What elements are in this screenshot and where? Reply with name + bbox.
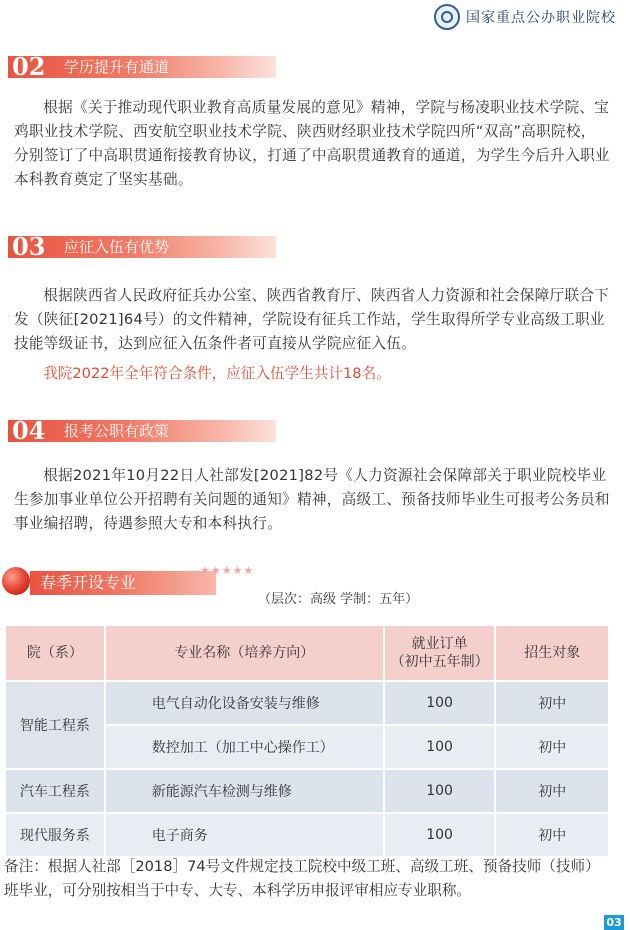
section-number: 03 xyxy=(12,232,46,261)
order-cell: 100 xyxy=(384,681,496,725)
target-cell: 初中 xyxy=(495,813,609,857)
section-04-body: 根据2021年10月22日人社部发[2021]82号《人力资源社会保障部关于职业院校毕业生参加事业单位公开招聘有关问题的通知》精神，高级工、预备技师毕业生可报考公务员和事业编招聘，待遇参照大专和本科执行。 xyxy=(14,467,610,532)
majors-table xyxy=(4,624,610,858)
section-title: 报考公职有政策 xyxy=(64,422,170,440)
major-cell: 新能源汽车检测与维修 xyxy=(105,769,384,813)
section-03-header xyxy=(8,232,280,262)
order-cell: 100 xyxy=(384,813,496,857)
order-cell: 100 xyxy=(384,769,496,813)
spring-title: 春季开设专业 xyxy=(40,573,137,592)
section-04-header xyxy=(8,416,280,446)
header-brand xyxy=(434,4,616,30)
section-title: 应征入伍有优势 xyxy=(64,238,170,256)
table-header-row xyxy=(5,625,609,681)
col-header-order: 就业订单 （初中五年制） xyxy=(384,625,496,681)
section-02-body: 根据《关于推动现代职业教育高质量发展的意见》精神，学院与杨凌职业技术学院、宝鸡职业技术学院、西安航空职业技术学院、陕西财经职业技术学院四所“双高”高职院校，分别签订了中高职贯通衔接教育协议，打通了中高职贯通教育的通道，为学生今后升入职业本科教育奠定了坚实基础。 xyxy=(14,99,610,188)
dept-cell: 汽车工程系 xyxy=(5,769,105,813)
page-number: 03 xyxy=(604,915,624,930)
col-header-target: 招生对象 xyxy=(495,625,609,681)
table-row xyxy=(5,769,609,813)
table-row xyxy=(5,813,609,857)
red-ball-icon xyxy=(2,567,30,595)
school-logo-icon xyxy=(434,4,460,30)
brand-text: 国家重点公办职业院校 xyxy=(466,10,616,26)
level-info: （层次：高级 学制：五年） xyxy=(258,592,419,607)
col-header-dept: 院（系） xyxy=(5,625,105,681)
col-header-major: 专业名称（培养方向） xyxy=(105,625,384,681)
order-cell: 100 xyxy=(384,725,496,769)
section-title: 学历提升有通道 xyxy=(64,58,170,76)
section-02-header xyxy=(8,52,280,82)
table-row xyxy=(5,681,609,725)
section-03-body: 根据陕西省人民政府征兵办公室、陕西省教育厅、陕西省人力资源和社会保障厅联合下发（陕征[2021]64号）的文件精神，学院设有征兵工作站，学生取得所学专业高级工职业技能等级证书，达到应征入伍条件者可直接从学院应征入伍。 xyxy=(14,287,610,352)
section-03-highlight: 我院2022年全年符合条件，应征入伍学生共计18名。 xyxy=(43,365,391,382)
target-cell: 初中 xyxy=(495,725,609,769)
stars-decoration-icon: ★★★★★ xyxy=(200,564,255,577)
section-number: 04 xyxy=(12,416,46,445)
section-number: 02 xyxy=(12,52,46,81)
major-cell: 电气自动化设备安装与维修 xyxy=(105,681,384,725)
dept-cell: 现代服务系 xyxy=(5,813,105,857)
footnote: 备注：根据人社部［2018］74号文件规定技工院校中级工班、高级工班、预备技师（技师）班毕业，可分别按相当于中专、大专、本科学历申报评审相应专业职称。 xyxy=(4,858,600,899)
target-cell: 初中 xyxy=(495,769,609,813)
major-cell: 电子商务 xyxy=(105,813,384,857)
target-cell: 初中 xyxy=(495,681,609,725)
major-cell: 数控加工（加工中心操作工） xyxy=(105,725,384,769)
dept-cell: 智能工程系 xyxy=(5,681,105,769)
